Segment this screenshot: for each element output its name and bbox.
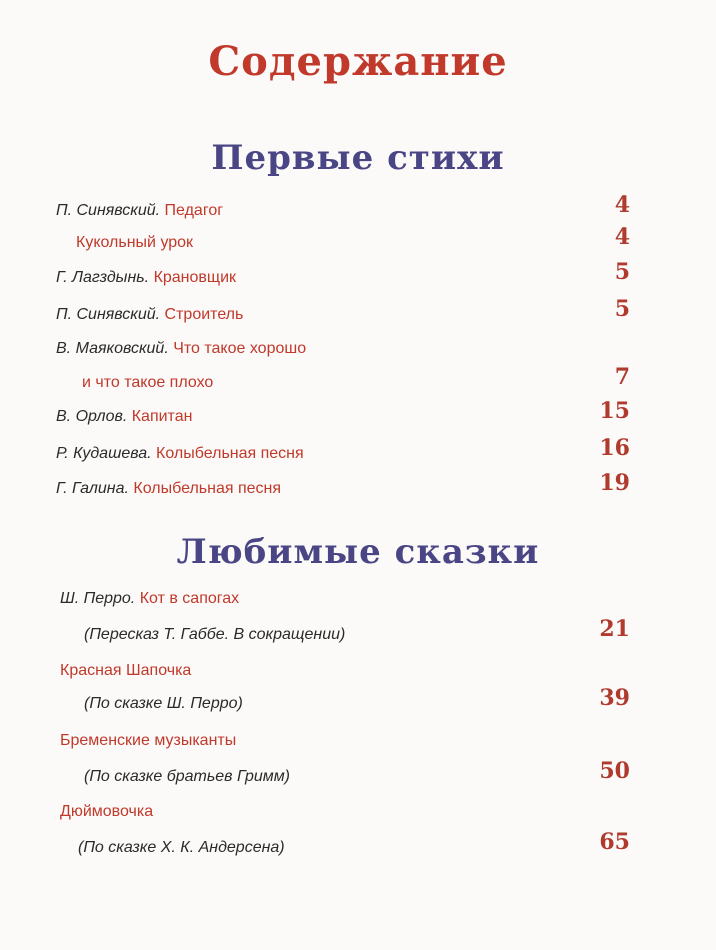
- leader-dots: [250, 196, 595, 226]
- toc-entry[interactable]: [0, 797, 716, 827]
- toc-entry[interactable]: [0, 685, 716, 719]
- entry-note: (По сказке Х. К. Андерсена): [78, 839, 285, 856]
- leader-dots: [270, 263, 595, 293]
- leader-dots: [358, 439, 595, 469]
- entry-title: Капитан: [131, 408, 193, 425]
- entry-title: Красная Шапочка: [60, 662, 192, 679]
- leader-dots: [246, 402, 595, 432]
- entry-page: 50: [599, 758, 630, 784]
- entry-author: П. Синявский.: [56, 306, 161, 323]
- entry-author: Г. Лагздынь.: [56, 269, 150, 286]
- leader-dots: [330, 474, 595, 504]
- toc-entry[interactable]: [0, 656, 716, 686]
- toc-entry[interactable]: [0, 435, 716, 469]
- leader-dots: [274, 689, 598, 719]
- entry-author: Р. Кудашева.: [56, 445, 152, 462]
- leader-dots: [272, 300, 595, 330]
- entry-title: и что такое плохо: [82, 374, 214, 391]
- entry-note: (По сказке братьев Гримм): [84, 768, 290, 785]
- entry-author: В. Орлов.: [56, 408, 128, 425]
- toc-entry[interactable]: [0, 758, 716, 792]
- toc-entry[interactable]: [0, 470, 716, 504]
- toc-entry[interactable]: [0, 364, 716, 398]
- entry-title: Колыбельная песня: [133, 480, 282, 497]
- section-heading-first-poems: Первые стихи: [211, 138, 505, 178]
- toc-entry[interactable]: [0, 616, 716, 650]
- entry-author: В. Маяковский.: [56, 340, 169, 357]
- toc-entry[interactable]: [0, 259, 716, 293]
- entry-page: 39: [599, 685, 630, 711]
- entry-title: Что такое хорошо: [173, 340, 307, 357]
- entry-page: 15: [599, 398, 630, 424]
- entry-page: 7: [614, 364, 630, 390]
- entry-page: 19: [599, 470, 630, 496]
- section-heading-favorite-tales: Любимые сказки: [176, 532, 540, 572]
- leader-dots: [232, 228, 595, 258]
- entry-title: Педагог: [164, 202, 224, 219]
- entry-author: Г. Галина.: [56, 480, 129, 497]
- leader-dots: [336, 762, 598, 792]
- entry-title: Кот в сапогах: [139, 590, 240, 607]
- leader-dots: [392, 620, 598, 650]
- entry-title: Крановщик: [153, 269, 237, 286]
- entry-note: (Пересказ Т. Габбе. В сокращении): [84, 626, 346, 643]
- entry-page: 5: [614, 296, 630, 322]
- entry-note: (По сказке Ш. Перро): [84, 695, 243, 712]
- entry-page: 5: [614, 259, 630, 285]
- page-title: Содержание: [208, 38, 508, 85]
- entry-page: 4: [614, 192, 630, 218]
- leader-dots: [326, 833, 598, 863]
- entry-title: Строитель: [164, 306, 244, 323]
- toc-entry[interactable]: [0, 224, 716, 258]
- entry-page: 65: [599, 829, 630, 855]
- leader-dots: [250, 368, 595, 398]
- entry-page: 16: [599, 435, 630, 461]
- toc-entry[interactable]: [0, 726, 716, 756]
- toc-entry[interactable]: [0, 829, 716, 863]
- entry-title: Колыбельная песня: [156, 445, 304, 462]
- toc-entry[interactable]: [0, 296, 716, 330]
- entry-page: 4: [614, 224, 630, 250]
- entry-author: Ш. Перро.: [60, 590, 136, 607]
- entry-title: Кукольный урок: [76, 234, 194, 251]
- entry-title: Бременские музыканты: [60, 732, 237, 749]
- toc-entry[interactable]: [0, 334, 716, 364]
- entry-author: П. Синявский.: [56, 202, 161, 219]
- entry-title: Дюймовочка: [60, 803, 154, 820]
- toc-entry[interactable]: [0, 398, 716, 432]
- entry-page: 21: [599, 616, 630, 642]
- toc-entry[interactable]: [0, 584, 716, 614]
- toc-entry[interactable]: [0, 192, 716, 226]
